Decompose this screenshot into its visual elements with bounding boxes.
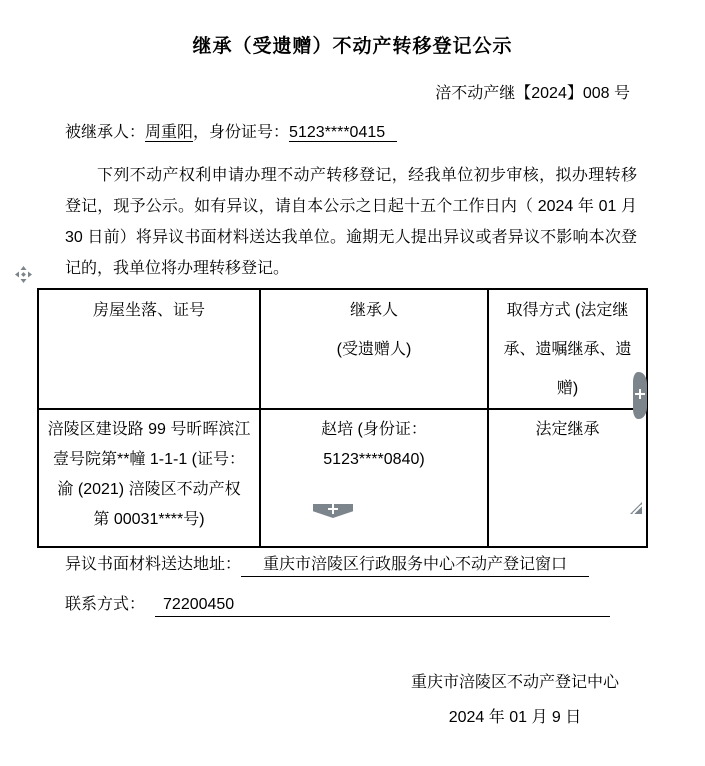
- header-acquisition-line1: 取得方式 (法定继: [506, 302, 629, 319]
- contact-value: 72200450: [155, 594, 610, 617]
- page-title: 继承（受遗赠）不动产转移登记公示: [192, 36, 513, 57]
- decedent-label: 被继承人：: [65, 124, 146, 141]
- header-acquisition: [488, 289, 647, 409]
- decedent-name: 周重阳: [145, 124, 194, 141]
- cell-property: [38, 409, 260, 547]
- add-column-button[interactable]: [633, 372, 647, 419]
- id-label: ，身份证号：: [193, 124, 290, 141]
- table-resize-handle[interactable]: [630, 501, 642, 513]
- heir-line-1: 赵培 (身份证：: [321, 421, 427, 438]
- table-row: [38, 409, 647, 547]
- heir-line-2: 5123****0840): [323, 451, 425, 468]
- header-acquisition-line2: 承、遗嘱继承、遗赠): [503, 341, 632, 397]
- objection-address-value: 重庆市涪陵区行政服务中心不动产登记窗口: [241, 554, 589, 577]
- header-property-label: 房屋坐落、证号: [92, 302, 205, 319]
- doc-number: 涪不动产继【2024】008 号: [435, 85, 630, 102]
- decedent-id: 5123****0415: [289, 124, 397, 142]
- header-heir-line2: (受遗赠人): [336, 341, 412, 358]
- contact-line: [65, 591, 610, 617]
- table-move-icon[interactable]: [15, 266, 32, 283]
- objection-address-label: 异议书面材料送达地址：: [65, 556, 242, 573]
- cell-heir: [260, 409, 488, 547]
- property-line-1: 涪陵区建设路 99 号昕晖滨江: [47, 421, 251, 438]
- notice-paragraph: 下列不动产权利申请办理不动产转移登记，经我单位初步审核，拟办理转移登记，现予公示。如有异议，请自本公示之日起十五个工作日内（ 2024 年 01 月 30 日前）将异议书面材料送达我单位。逾期无人提出异议或者异议不影响本次登记的，我单位将办理转移登记。: [65, 167, 637, 277]
- cell-acquisition: [488, 409, 647, 547]
- header-heir-line1: 继承人: [349, 302, 398, 319]
- plus-icon: [639, 389, 641, 399]
- acquisition-value: 法定继承: [535, 421, 600, 438]
- property-line-3: 渝 (2021) 涪陵区不动产权: [57, 481, 241, 498]
- property-line-2: 壹号院第**幢 1-1-1 (证号：: [52, 451, 246, 468]
- issue-date: 2024 年 01 月 9 日: [448, 709, 582, 726]
- contact-label: 联系方式：: [65, 596, 146, 613]
- issuer-signature: 重庆市涪陵区不动产登记中心: [410, 674, 619, 691]
- property-line-4: 第 00031****号): [93, 511, 205, 528]
- objection-address-line: [65, 551, 589, 577]
- header-heir: [260, 289, 488, 409]
- header-property: [38, 289, 260, 409]
- decedent-line: [65, 122, 397, 144]
- plus-icon: [332, 504, 334, 514]
- table-header-row: [38, 289, 647, 409]
